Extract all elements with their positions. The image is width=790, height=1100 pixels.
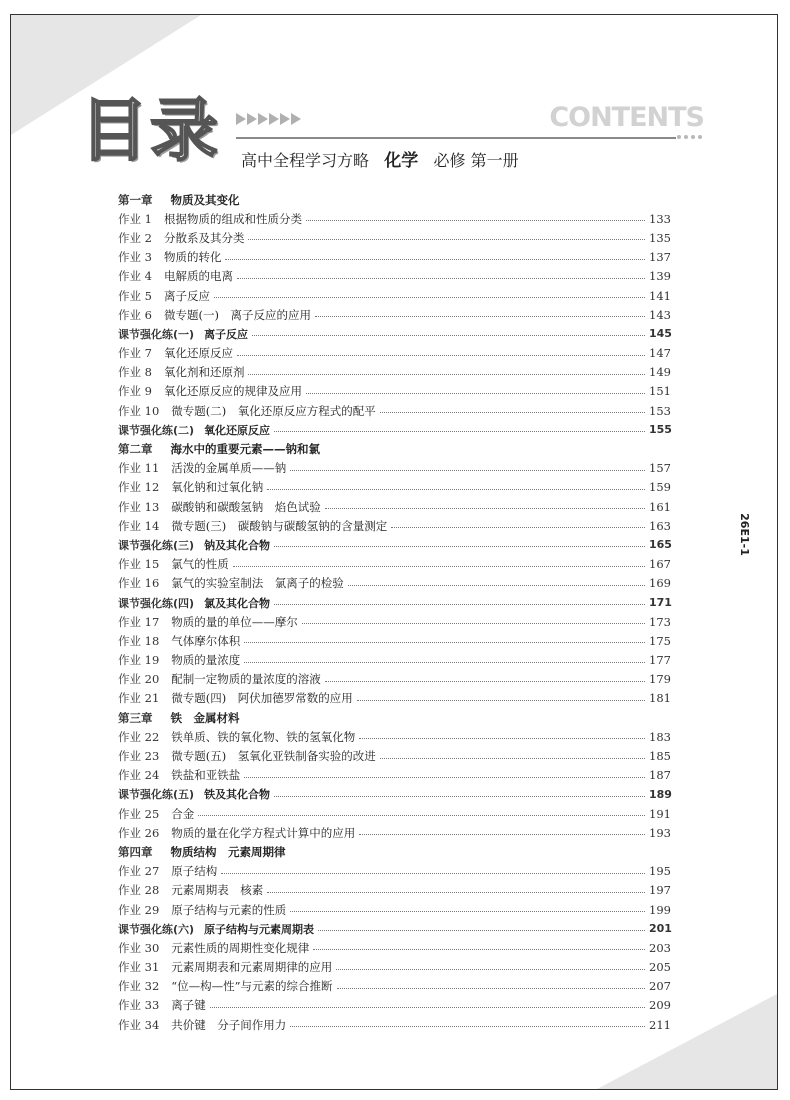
page-number: 203 (649, 940, 671, 955)
page-number: 199 (649, 902, 671, 917)
dot-leader (267, 489, 645, 490)
entry-title: 元素周期表 核素 (171, 883, 264, 898)
entry-label: 作业 12 (118, 480, 160, 495)
entry-title: 物质的量浓度 (171, 653, 241, 668)
page-number: 163 (649, 518, 671, 533)
dot-leader (380, 758, 645, 759)
dot-leader (336, 969, 645, 970)
entry-label: 作业 14 (118, 518, 160, 533)
entry-title: 铁盐和亚铁盐 (171, 768, 241, 783)
dot-leader (274, 604, 645, 605)
dot-leader (348, 585, 645, 586)
entry-label: 作业 33 (118, 998, 160, 1013)
toc-entry[interactable] (118, 612, 671, 631)
entry-title: 离子键 (171, 998, 206, 1013)
entry-label: 作业 8 (118, 365, 152, 380)
toc-entry[interactable] (118, 516, 671, 535)
entry-title: 氧化还原反应的规律及应用 (163, 384, 302, 399)
entry-label: 课节强化练(三) (118, 538, 195, 552)
toc-entry[interactable] (118, 478, 671, 497)
entry-label: 作业 20 (118, 672, 160, 687)
dot-leader (248, 374, 645, 375)
dot-leader (302, 623, 645, 624)
entry-label: 作业 2 (118, 230, 152, 245)
entry-label: 作业 5 (118, 288, 152, 303)
entry-label: 作业 27 (118, 864, 160, 879)
entry-label: 课节强化练(五) (118, 788, 195, 802)
dot-leader (337, 988, 645, 989)
entry-label: 作业 31 (118, 960, 160, 975)
dot-leader (274, 431, 645, 432)
entry-label: 作业 15 (118, 557, 160, 572)
entry-label: 作业 22 (118, 729, 160, 744)
table-of-contents (118, 190, 671, 1034)
page-number: 189 (649, 787, 672, 801)
page-number: 169 (649, 576, 671, 591)
entry-title: 原子结构 (171, 864, 218, 879)
entry-title: 分散系及其分类 (163, 230, 245, 245)
reinforce-entry[interactable] (118, 324, 671, 343)
page-number: 161 (649, 499, 671, 514)
entry-title: 钠及其化合物 (204, 538, 271, 552)
page-number: 157 (649, 461, 671, 476)
book-subject: 化学 (384, 151, 419, 171)
page-number: 175 (649, 633, 671, 648)
chapter-heading (118, 439, 671, 458)
toc-entry[interactable] (118, 286, 671, 305)
toc-entry[interactable] (118, 900, 671, 919)
entry-label: 作业 21 (118, 691, 160, 706)
toc-entry[interactable] (118, 459, 671, 478)
page-number: 171 (649, 596, 672, 610)
reinforce-entry[interactable] (118, 593, 671, 612)
chapter-heading (118, 842, 671, 861)
page-number: 141 (649, 288, 671, 303)
page-number: 181 (649, 691, 671, 706)
dot-leader (214, 297, 645, 298)
page-number: 155 (649, 423, 672, 437)
toc-entry[interactable] (118, 228, 671, 247)
entry-title: 微专题(四) 阿伏加德罗常数的应用 (171, 691, 353, 706)
entry-label: 第四章 (118, 844, 153, 859)
entry-label: 作业 7 (118, 346, 152, 361)
contents-wordmark: CONTENTS (549, 102, 704, 133)
entry-title: 气体摩尔体积 (171, 633, 241, 648)
dot-leader (306, 393, 645, 394)
dot-leader (274, 796, 645, 797)
entry-title: 海水中的重要元素——钠和氯 (170, 442, 320, 457)
reinforce-entry[interactable] (118, 785, 671, 804)
book-subtitle (241, 146, 519, 171)
page-number: 207 (649, 979, 671, 994)
dot-leader (267, 892, 645, 893)
entry-title: 元素性质的周期性变化规律 (171, 940, 310, 955)
toc-entry[interactable] (118, 881, 671, 900)
entry-title: 氧化还原反应 (204, 423, 271, 437)
entry-title: 碳酸钠和碳酸氢钠 焰色试验 (171, 499, 321, 514)
page-number: 165 (649, 538, 672, 552)
entry-title: “位—构—性”与元素的综合推断 (171, 979, 333, 994)
toc-entry[interactable] (118, 574, 671, 593)
dot-leader (290, 1026, 645, 1027)
entry-label: 作业 29 (118, 902, 160, 917)
dots-decoration-icon (677, 135, 702, 139)
toc-entry[interactable] (118, 382, 671, 401)
toc-entry[interactable] (118, 996, 671, 1015)
dot-leader (315, 316, 645, 317)
entry-label: 作业 18 (118, 633, 160, 648)
page-number: 211 (649, 1017, 671, 1032)
entry-title: 原子结构与元素的性质 (171, 902, 287, 917)
page-number: 209 (649, 998, 671, 1013)
dot-leader (313, 949, 645, 950)
entry-title: 氯气的性质 (171, 557, 229, 572)
toc-entry[interactable] (118, 497, 671, 516)
dot-leader (359, 738, 645, 739)
entry-label: 作业 30 (118, 940, 160, 955)
toc-entry[interactable] (118, 862, 671, 881)
toc-entry[interactable] (118, 804, 671, 823)
page-number: 153 (649, 403, 671, 418)
page-number: 179 (649, 672, 671, 687)
dot-leader (274, 546, 645, 547)
reinforce-entry[interactable] (118, 919, 671, 938)
entry-label: 课节强化练(二) (118, 423, 195, 437)
entry-title: 微专题(三) 碳酸钠与碳酸氢钠的含量测定 (171, 518, 388, 533)
page-number: 135 (649, 230, 671, 245)
page-number: 167 (649, 557, 671, 572)
entry-title: 氧化还原反应 (163, 346, 233, 361)
entry-label: 第三章 (118, 710, 153, 725)
dot-leader (325, 681, 645, 682)
entry-title: 微专题(二) 氧化还原反应方程式的配平 (171, 403, 376, 418)
entry-label: 课节强化练(一) (118, 327, 195, 341)
entry-label: 作业 10 (118, 403, 160, 418)
page-number: 191 (649, 806, 671, 821)
dot-leader (290, 911, 645, 912)
entry-title: 电解质的电离 (163, 269, 233, 284)
arrow-decoration-icon (236, 113, 302, 125)
dot-leader (244, 662, 645, 663)
dot-leader (391, 527, 645, 528)
entry-title: 物质结构 元素周期律 (170, 844, 286, 859)
toc-entry[interactable] (118, 401, 671, 420)
entry-title: 离子反应 (204, 327, 249, 341)
entry-title: 物质的量的单位——摩尔 (171, 614, 298, 629)
dot-leader (237, 355, 645, 356)
entry-label: 作业 17 (118, 614, 160, 629)
page-title: 目录 (80, 92, 221, 171)
page-number: 149 (649, 365, 671, 380)
dot-leader (225, 259, 645, 260)
entry-label: 作业 13 (118, 499, 160, 514)
toc-entry[interactable] (118, 555, 671, 574)
toc-entry[interactable] (118, 209, 671, 228)
dot-leader (325, 508, 645, 509)
chapter-heading (118, 190, 671, 209)
dot-leader (233, 566, 645, 567)
entry-title: 配制一定物质的量浓度的溶液 (171, 672, 321, 687)
dot-leader (248, 239, 645, 240)
dot-leader (244, 777, 645, 778)
page-number: 133 (649, 211, 671, 226)
toc-entry[interactable] (118, 248, 671, 267)
entry-title: 离子反应 (163, 288, 210, 303)
page-number: 139 (649, 269, 671, 284)
page-number: 137 (649, 250, 671, 265)
entry-label: 作业 9 (118, 384, 152, 399)
entry-title: 氧化钠和过氧化钠 (171, 480, 264, 495)
entry-label: 作业 34 (118, 1017, 160, 1032)
page-number: 193 (649, 825, 671, 840)
toc-entry[interactable] (118, 651, 671, 670)
toc-entry[interactable] (118, 746, 671, 765)
dot-leader (252, 335, 645, 336)
reinforce-entry[interactable] (118, 420, 671, 439)
entry-title: 共价键 分子间作用力 (171, 1017, 287, 1032)
entry-label: 作业 24 (118, 768, 160, 783)
toc-entry[interactable] (118, 363, 671, 382)
toc-entry[interactable] (118, 958, 671, 977)
entry-title: 物质的量在化学方程式计算中的应用 (171, 825, 356, 840)
entry-label: 作业 11 (118, 461, 160, 476)
dot-leader (290, 470, 645, 471)
entry-title: 物质及其变化 (170, 192, 240, 207)
book-volume: 必修 第一册 (433, 151, 519, 170)
page-number: 147 (649, 346, 671, 361)
dot-leader (221, 873, 645, 874)
dot-leader (318, 930, 645, 931)
toc-entry[interactable] (118, 631, 671, 650)
page-number: 159 (649, 480, 671, 495)
entry-title: 氧化剂和还原剂 (163, 365, 245, 380)
toc-entry[interactable] (118, 938, 671, 957)
entry-label: 第二章 (118, 442, 153, 457)
entry-label: 作业 25 (118, 806, 160, 821)
entry-title: 氯及其化合物 (204, 596, 271, 610)
chapter-heading (118, 708, 671, 727)
dot-leader (380, 412, 645, 413)
toc-entry[interactable] (118, 823, 671, 842)
entry-label: 作业 23 (118, 749, 160, 764)
entry-label: 作业 3 (118, 250, 152, 265)
page-number: 195 (649, 864, 671, 879)
toc-entry[interactable] (118, 670, 671, 689)
entry-title: 原子结构与元素周期表 (204, 922, 315, 936)
entry-label: 作业 6 (118, 307, 152, 322)
toc-entry[interactable] (118, 305, 671, 324)
book-series: 高中全程学习方略 (241, 151, 370, 170)
page-number: 201 (649, 922, 672, 936)
page-number: 197 (649, 883, 671, 898)
toc-entry[interactable] (118, 267, 671, 286)
page-number: 187 (649, 768, 671, 783)
entry-label: 课节强化练(四) (118, 596, 195, 610)
page-number: 173 (649, 614, 671, 629)
side-code: 26E1-1 (738, 513, 752, 556)
entry-label: 第一章 (118, 192, 153, 207)
toc-entry[interactable] (118, 727, 671, 746)
entry-title: 氯气的实验室制法 氯离子的检验 (171, 576, 344, 591)
dot-leader (306, 220, 645, 221)
entry-title: 铁单质、铁的氧化物、铁的氢氧化物 (171, 729, 356, 744)
entry-title: 微专题(一) 离子反应的应用 (163, 307, 311, 322)
page-number: 183 (649, 729, 671, 744)
entry-label: 作业 26 (118, 825, 160, 840)
entry-label: 作业 4 (118, 269, 152, 284)
entry-title: 铁 金属材料 (170, 710, 240, 725)
page-number: 143 (649, 307, 671, 322)
dot-leader (359, 834, 645, 835)
entry-label: 作业 16 (118, 576, 160, 591)
page-number: 145 (649, 327, 672, 341)
entry-label: 作业 28 (118, 883, 160, 898)
toc-entry[interactable] (118, 977, 671, 996)
page-number: 177 (649, 653, 671, 668)
dot-leader (244, 642, 645, 643)
entry-title: 活泼的金属单质——钠 (171, 461, 287, 476)
entry-title: 根据物质的组成和性质分类 (163, 211, 302, 226)
toc-entry[interactable] (118, 766, 671, 785)
page-number: 205 (649, 960, 671, 975)
reinforce-entry[interactable] (118, 535, 671, 554)
dot-leader (198, 815, 645, 816)
entry-label: 课节强化练(六) (118, 922, 195, 936)
entry-title: 微专题(五) 氢氧化亚铁制备实验的改进 (171, 749, 376, 764)
page-number: 151 (649, 384, 671, 399)
entry-label: 作业 32 (118, 979, 160, 994)
toc-entry[interactable] (118, 689, 671, 708)
entry-title: 元素周期表和元素周期律的应用 (171, 960, 333, 975)
page-number: 185 (649, 749, 671, 764)
dot-leader (210, 1007, 645, 1008)
entry-title: 铁及其化合物 (204, 788, 271, 802)
header-rule (236, 137, 676, 139)
entry-title: 合金 (171, 806, 195, 821)
toc-entry[interactable] (118, 1015, 671, 1034)
entry-title: 物质的转化 (163, 250, 222, 265)
toc-entry[interactable] (118, 344, 671, 363)
entry-label: 作业 19 (118, 653, 160, 668)
dot-leader (237, 278, 645, 279)
dot-leader (357, 700, 645, 701)
entry-label: 作业 1 (118, 211, 152, 226)
